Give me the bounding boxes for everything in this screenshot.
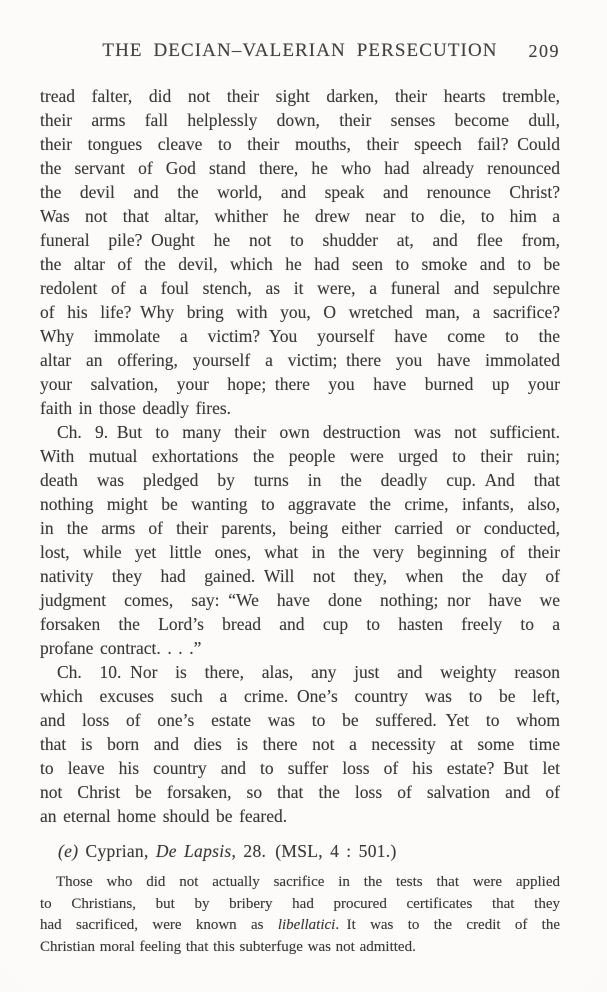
text-line: tread falter, did not their sight darken, their hearts tremble, [40,86,560,106]
note-line: to Christians, but by bribery had procured certificates that they [40,895,560,912]
italic-text: libellatici [277,917,336,933]
text-line: that is born and dies is there not a necessity at some time [40,734,560,754]
paragraph [40,84,560,420]
text-line: Ch. 10. Nor is there, alas, any just and weighty reason [57,662,560,682]
text-line: profane contract. . . .” [40,638,202,658]
page-number: 209 [528,41,560,61]
footnote-paragraph [40,872,560,958]
text-line: nothing might be wanting to aggravate the crime, infants, also, [40,494,560,514]
note-line: Christian moral feeling that this subterfuge was not admitted. [40,938,416,955]
text-line: lost, while yet little ones, what in the very beginning of their [40,542,560,562]
text-line: of his life? Why bring with you, O wretched man, a sacrifice? [40,302,560,322]
text-line: your salvation, your hope; there you have burned up your [40,374,560,394]
text-line: the servant of God stand there, he who had already renounced [40,158,560,178]
text-line: their tongues cleave to their mouths, their speech fail? Could [40,134,560,154]
text-line: an eternal home should be feared. [40,806,288,826]
text-line: redolent of a foul stench, as it were, a funeral and sepulchre [40,278,560,298]
text-line: in the arms of their parents, being either carried or conducted, [40,518,560,538]
text-line: which excuses such a crime. One’s country was to be left, [40,686,560,706]
text-line: nativity they had gained. Will not they, when the day of [40,566,560,586]
text-line: judgment comes, say: “We have done nothing; nor have we [40,590,560,610]
paragraph [40,660,560,828]
text-line: Why immolate a victim? You yourself have come to the [40,326,560,346]
paragraph [40,420,560,660]
text-line: Was not that altar, whither he drew near to die, to him a [40,206,560,226]
text-line: forsaken the Lord’s bread and cup to hasten freely to a [40,614,560,634]
note-line: Those who did not actually sacrifice in the tests that were applied [56,874,560,890]
page-header [40,40,560,62]
text-line: and loss of one’s estate was to be suffered. Yet to whom [40,710,560,730]
text-line: Ch. 9. But to many their own destruction was not sufficient. [57,422,560,442]
text-line: faith in those deadly fires. [40,398,232,418]
running-title: THE DECIAN–VALERIAN PERSECUTION [102,40,498,61]
note-line: had sacrificed, were known as libellatici. It was to the credit of the [40,917,561,933]
italic-text: De Lapsis [155,841,232,861]
text-line: the altar of the devil, which he had seen to smoke and to be [40,254,560,274]
italic-text: (e) [58,841,79,861]
text-line: With mutual exhortations the people were urged to their ruin; [40,446,560,466]
text-line: their arms fall helplessly down, their senses become dull, [40,110,560,130]
text-line: to leave his country and to suffer loss of his estate? But let [40,758,560,778]
text-line: altar an offering, yourself a victim; there you have immolated [40,350,560,370]
text-line: death was pledged by turns in the deadly cup. And that [40,470,560,490]
text-line: funeral pile? Ought he not to shudder at, and flee from, [40,230,560,250]
text-line: not Christ be forsaken, so that the loss of salvation and of [40,782,560,802]
citation-line: (e) Cyprian, De Lapsis, 28. (MSL, 4 : 501.) [58,841,397,861]
text-line: the devil and the world, and speak and renounce Christ? [40,182,560,202]
text-block [40,84,560,828]
